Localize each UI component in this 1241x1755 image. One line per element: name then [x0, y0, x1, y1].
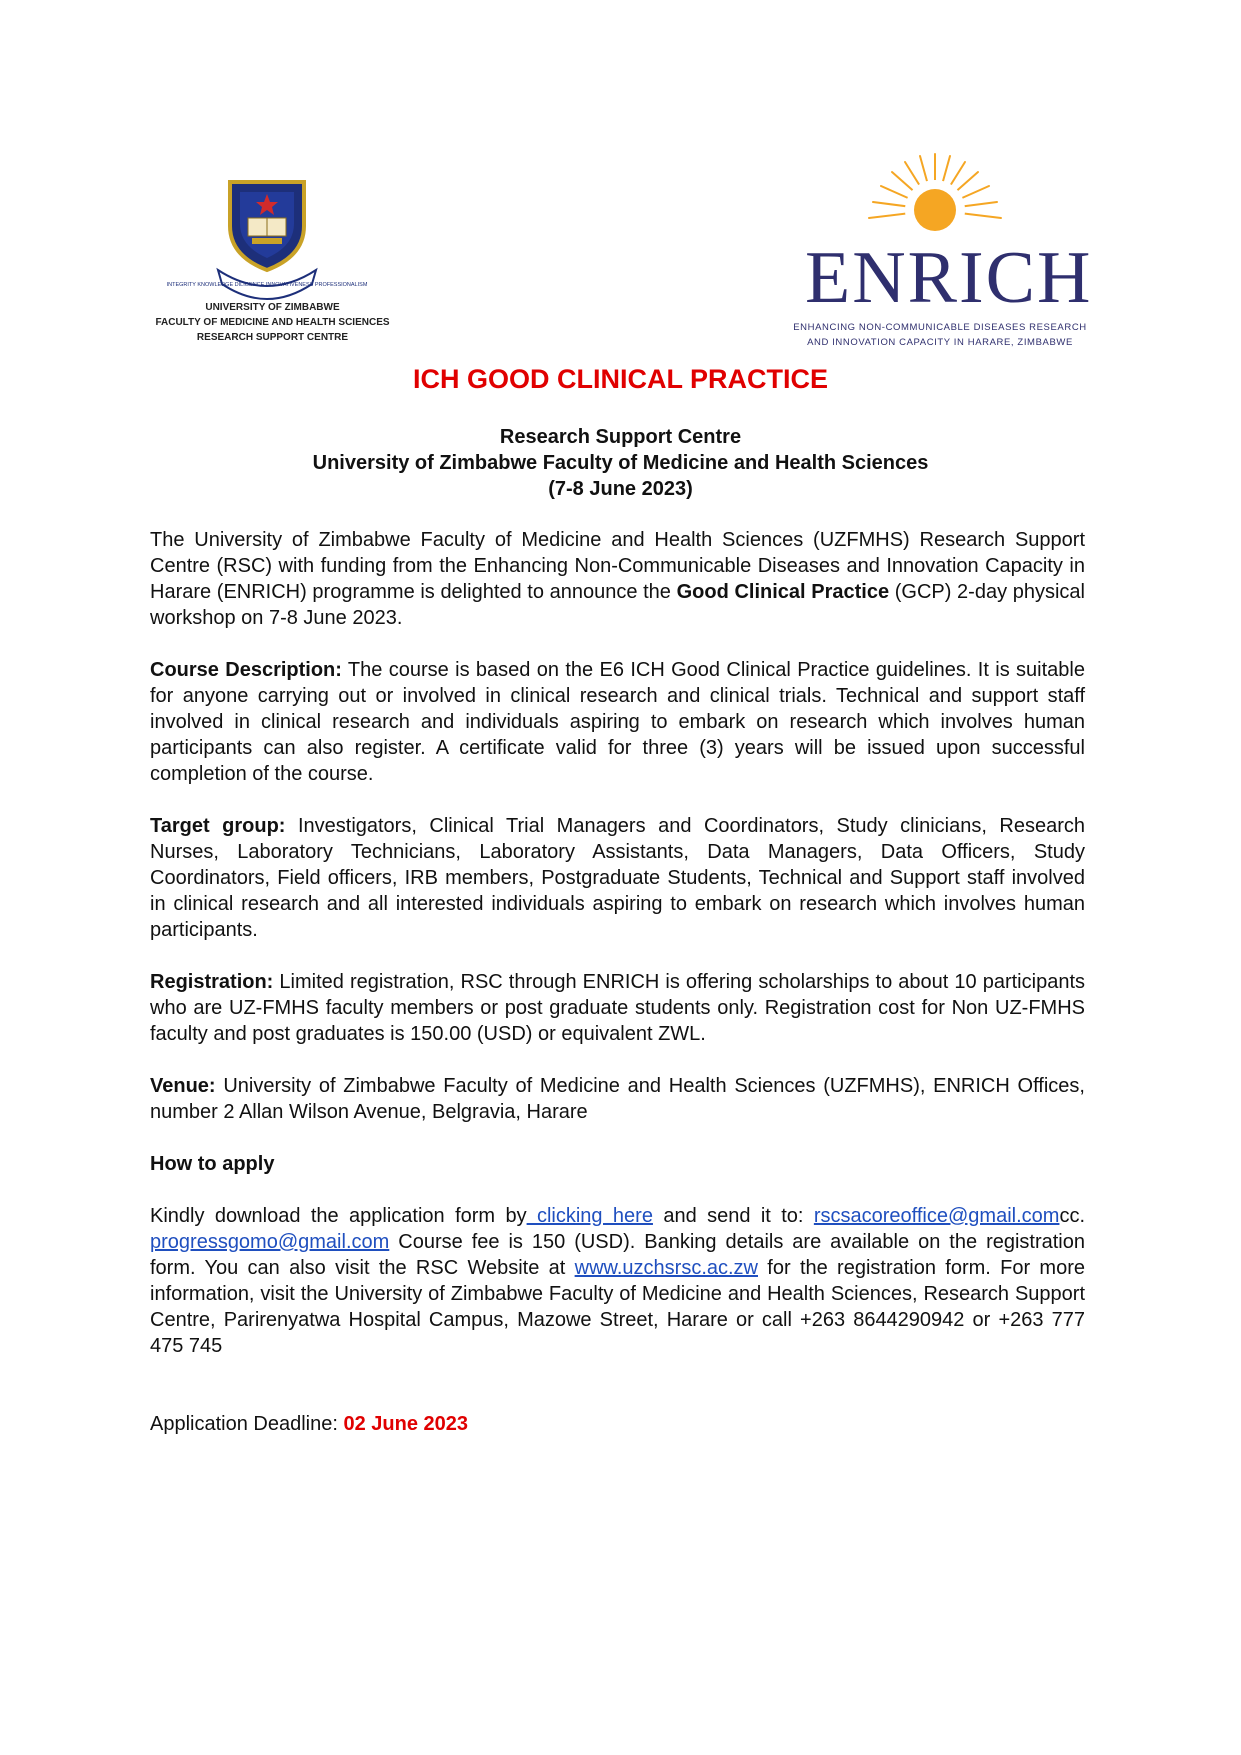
clicking-here-link[interactable]: clicking here	[526, 1205, 653, 1227]
sun-icon	[865, 150, 1005, 250]
registration-label: Registration:	[150, 971, 274, 993]
uz-caption-line1: UNIVERSITY OF ZIMBABWE	[205, 302, 340, 313]
document-body	[150, 527, 1085, 1463]
subtitle-block	[0, 424, 1241, 502]
registration-paragraph	[150, 969, 1085, 1047]
email-progressgomo-link[interactable]: progressgomo@gmail.com	[150, 1231, 390, 1253]
subtitle-centre: Research Support Centre	[499, 426, 742, 448]
how-to-apply-paragraph	[150, 1203, 1085, 1359]
apply-text-5: for the registration form. For more information, visit the University of Zimbabwe Faculty of Medicine and Health Sciences, Research Support Centre, Parirenyatwa Hospital Campus, Mazowe Street, Harare or call +263 8644290942 or +263 777 475 745	[150, 1257, 1085, 1357]
registration-text: Limited registration, RSC through ENRICH is offering scholarships to about 10 participants who are UZ-FMHS faculty members or post graduate students only. Registration cost for Non UZ-FMHS faculty and post graduates is 150.00 (USD) or equivalent ZWL.	[150, 971, 1085, 1045]
uz-caption	[150, 300, 395, 345]
apply-text-3: cc.	[1059, 1205, 1085, 1227]
enrich-tagline-line1: ENHANCING NON-COMMUNICABLE DISEASES RESEARCH	[793, 322, 1087, 333]
website-link[interactable]: www.uzchsrsc.ac.zw	[574, 1257, 758, 1279]
intro-text-end: (GCP) 2-day physical workshop on 7-8 June 2023.	[150, 581, 1085, 629]
deadline-label: Application Deadline:	[150, 1413, 344, 1435]
uz-caption-line3: RESEARCH SUPPORT CENTRE	[196, 332, 349, 343]
uz-crest-icon	[166, 174, 368, 304]
enrich-tagline	[785, 320, 1095, 350]
apply-text-4: Course fee is 150 (USD). Banking details are available on the registration form. You can also visit the RSC Website at	[150, 1231, 1085, 1279]
intro-text: The University of Zimbabwe Faculty of Medicine and Health Sciences (UZFMHS) Research Support Centre (RSC) with funding from the Enhancing Non-Communicable Diseases and Innovation Capacity in Harare (ENRICH) programme is delighted to announce the	[150, 529, 1085, 603]
target-group-text: Investigators, Clinical Trial Managers and Coordinators, Study clinicians, Research Nurses, Laboratory Technicians, Laboratory Assistants, Data Managers, Data Officers, Study Coordinators, Field officers, IRB members, Postgraduate Students, Technical and Support staff involved in clinical research and all interested individuals aspiring to embark on research which involves human participants.	[150, 815, 1085, 941]
course-description-label: Course Description:	[150, 659, 342, 681]
intro-paragraph	[150, 527, 1085, 631]
how-to-apply-heading: How to apply	[150, 1153, 275, 1175]
uz-motto: INTEGRITY KNOWLEDGE DILIGENCE INNOVATIVENESS PROFESSIONALISM	[166, 282, 368, 288]
target-group-label: Target group:	[150, 815, 286, 837]
deadline-line	[150, 1411, 1085, 1437]
venue-paragraph	[150, 1073, 1085, 1125]
subtitle-faculty: University of Zimbabwe Faculty of Medicine and Health Sciences	[312, 452, 929, 474]
course-description-paragraph	[150, 657, 1085, 787]
venue-text: University of Zimbabwe Faculty of Medicine and Health Sciences (UZFMHS), ENRICH Offices, number 2 Allan Wilson Avenue, Belgravia, Harare	[150, 1075, 1085, 1123]
deadline-date: 02 June 2023	[343, 1413, 468, 1435]
uz-logo	[150, 170, 395, 350]
apply-text-1: Kindly download the application form by	[150, 1205, 527, 1227]
email-rscsacoreoffice-link[interactable]: rscsacoreoffice@gmail.com	[813, 1205, 1060, 1227]
uz-caption-line2: FACULTY OF MEDICINE AND HEALTH SCIENCES	[155, 317, 390, 328]
target-group-paragraph	[150, 813, 1085, 943]
enrich-logo	[785, 150, 1095, 350]
venue-label: Venue:	[150, 1075, 216, 1097]
apply-text-2: and send it to:	[652, 1205, 814, 1227]
intro-bold: Good Clinical Practice	[676, 581, 890, 603]
course-description-text: The course is based on the E6 ICH Good Clinical Practice guidelines. It is suitable for anyone carrying out or involved in clinical research and clinical trials. Technical and support staff involved in clinical research and individuals aspiring to embark on research which involves human participants can also register. A certificate valid for three (3) years will be issued upon successful completion of the course.	[150, 659, 1085, 785]
enrich-tagline-line2: AND INNOVATION CAPACITY IN HARARE, ZIMBABWE	[807, 337, 1073, 348]
page-title: ICH GOOD CLINICAL PRACTICE	[412, 364, 828, 394]
subtitle-dates: (7-8 June 2023)	[548, 478, 693, 500]
enrich-wordmark: ENRICH	[805, 237, 1093, 319]
